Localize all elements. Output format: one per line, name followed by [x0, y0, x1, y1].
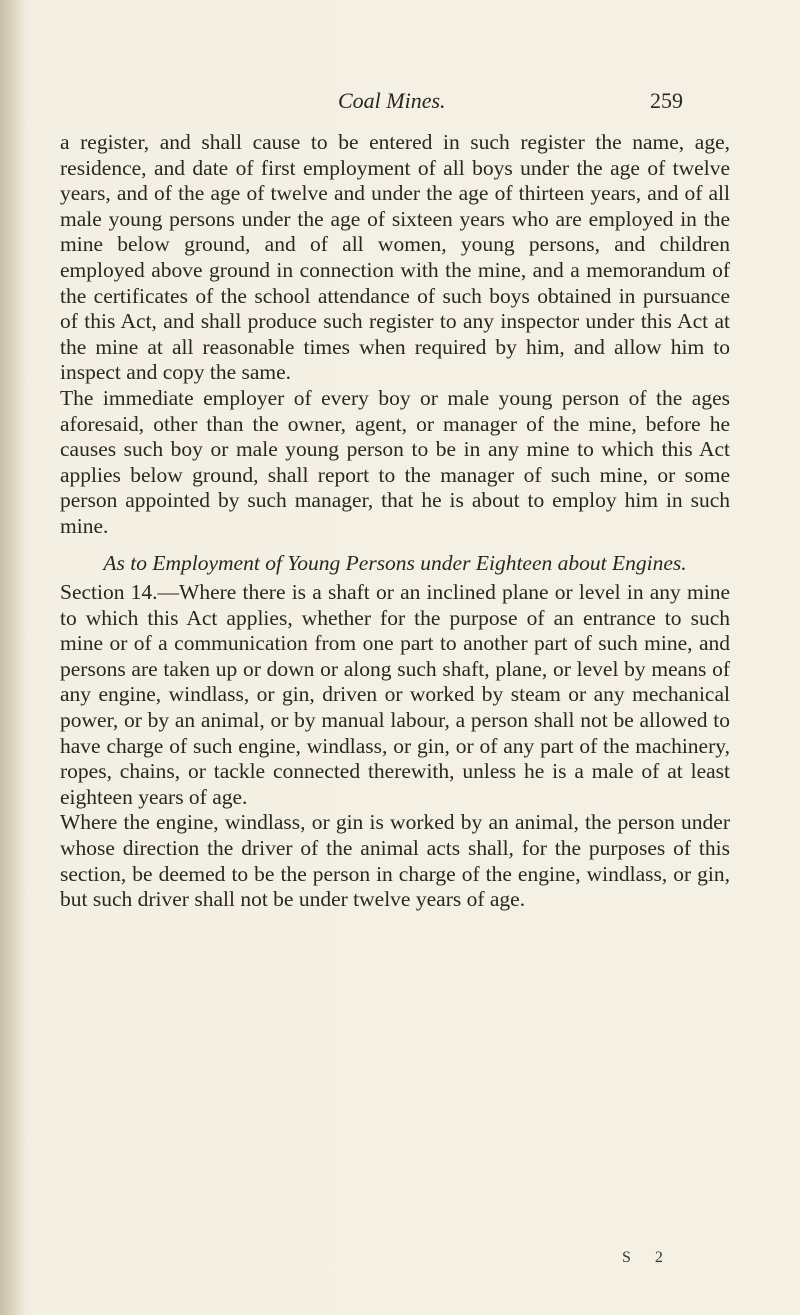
page-number: 259	[650, 88, 683, 113]
gutter-shadow	[0, 0, 26, 1315]
paragraph-register: a register, and shall cause to be entered in such register the name, age, residence, and date of first employment of all boys under the age of twelve years, and of the age of twelve and under the age of thirteen years, and of all male young persons under the age of sixteen years who are employed in the mine below ground, and of all women, young persons, and children employed above ground in connection with the mine, and a memorandum of the certificates of the school attendance of such boys obtained in pursuance of this Act, and shall produce such register to any inspector under this Act at the mine at all reasonable times when required by him, and allow him to inspect and copy the same.	[60, 130, 730, 385]
body-text	[60, 130, 730, 913]
paragraph-section-14: Section 14.—Where there is a shaft or an inclined plane or level in any mine to which this Act applies, whether for the purpose of an entrance to such mine or of a communication from one part to another part of such mine, and persons are taken up or down or along such shaft, plane, or level by means of any engine, windlass, or gin, driven or worked by steam or any mechanical power, or by an animal, or by manual labour, a person shall not be allowed to have charge of such engine, windlass, or gin, or of any part of the machinery, ropes, chains, or tackle connected therewith, unless he is a male of at least eighteen years of age.	[60, 580, 730, 809]
paragraph-immediate-employer: The immediate employer of every boy or male young person of the ages aforesaid, other than the owner, agent, or manager of the mine, before he causes such boy or male young person to be in any mine to which this Act applies below ground, shall report to the manager of such mine, or some person appointed by such manager, that he is about to employ him in such mine.	[60, 385, 730, 538]
running-title: Coal Mines.	[338, 88, 446, 113]
section-heading: As to Employment of Young Persons under Eighteen about Engines.	[103, 550, 687, 575]
paragraph-engine-driver: Where the engine, windlass, or gin is worked by an animal, the person under whose direction the driver of the animal acts shall, for the purposes of this section, be deemed to be the person in charge of the engine, windlass, or gin, but such driver shall not be under twelve years of age.	[60, 810, 730, 912]
running-head	[0, 88, 800, 118]
signature-mark: S 2	[622, 1249, 673, 1266]
